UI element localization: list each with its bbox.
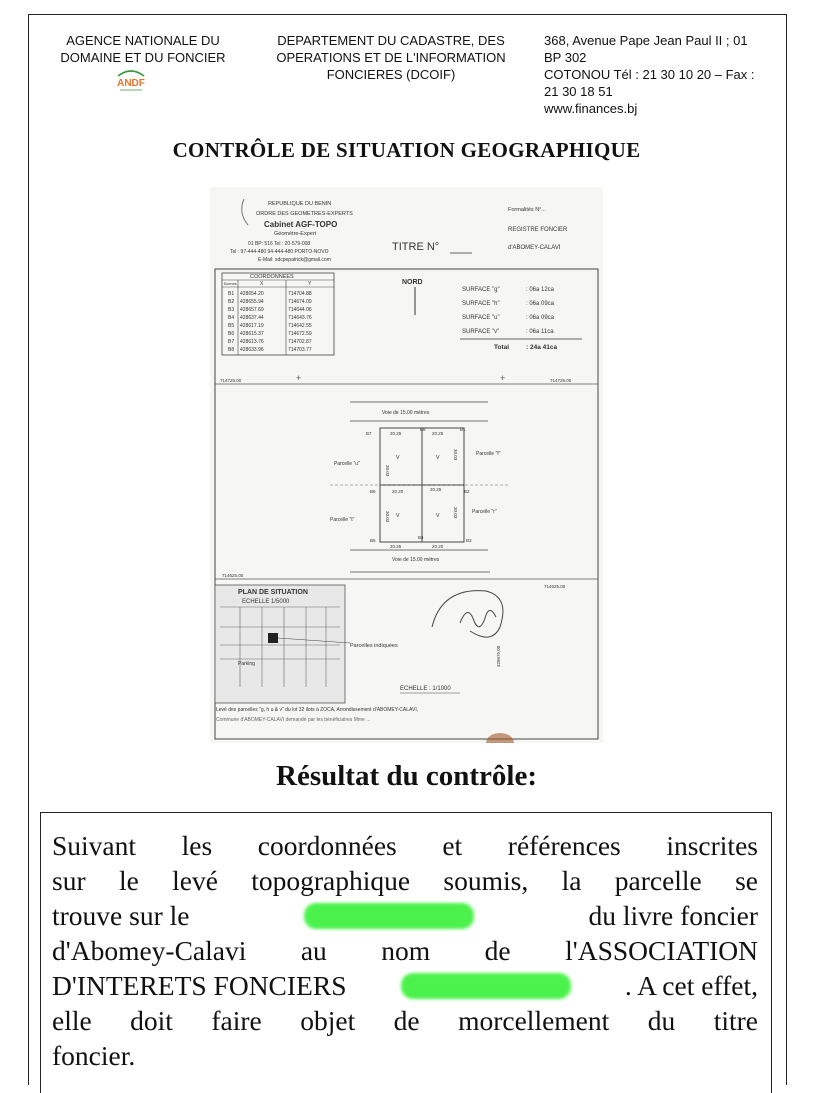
coord-cell: B8 — [228, 347, 235, 353]
point-label: B5 — [370, 538, 376, 543]
coord-cell: 428637.44 — [240, 315, 264, 321]
coord-cell: 428654.20 — [240, 291, 264, 297]
parcelles-indiquees-label: Parcelles indiquées — [350, 643, 398, 649]
plan-titre: TITRE N° — [392, 241, 440, 253]
grid-label: 714625.00 — [544, 584, 566, 589]
coord-cell: 428633.96 — [240, 347, 264, 353]
plan-ordre: ORDRE DES GEOMETRES-EXPERTS — [256, 211, 353, 217]
coord-cell: 428657.69 — [240, 307, 264, 313]
point-label: B7 — [366, 431, 372, 436]
dimension-label: 20.25 — [430, 487, 442, 492]
result-title: Résultat du contrôle: — [276, 760, 537, 792]
coord-cell: B3 — [228, 307, 235, 313]
parcel-label: Parcelle "u" — [334, 461, 360, 467]
plan-abomey: d'ABOMEY-CALAVI — [508, 245, 561, 251]
svg-text:v: v — [396, 454, 400, 461]
grid-label: 714625.00 — [222, 573, 244, 578]
svg-text:+: + — [500, 373, 506, 383]
parcel-label: Parcelle "t" — [330, 517, 355, 523]
coord-cell: 428615.37 — [240, 331, 264, 337]
coord-cell: B7 — [228, 339, 235, 345]
result-line-part: trouve sur le — [52, 900, 190, 931]
result-line-part: D'INTERETS FONCIERS — [52, 970, 347, 1001]
redacted-association-name — [401, 973, 571, 999]
point-label: B3 — [466, 538, 472, 543]
svg-text:v: v — [396, 512, 400, 519]
dimension-label: 30.03 — [385, 465, 390, 477]
surface-value: : 06a 11ca — [526, 329, 554, 335]
coord-cell: 714672.59 — [288, 331, 312, 337]
situation-map — [215, 585, 350, 703]
dimension-label: 20.25 — [390, 431, 402, 436]
result-line: elle doit faire objet de morcellement du titre — [52, 1005, 758, 1036]
parking-label: Parking — [238, 661, 255, 667]
coord-col-bornes: Bornes — [224, 281, 237, 286]
document-title: CONTRÔLE DE SITUATION GEOGRAPHIQUE — [172, 138, 641, 162]
point-label: B8 — [420, 427, 426, 432]
coord-title: COORDONNEES — [250, 274, 294, 280]
surface-label: SURFACE "h" — [462, 301, 500, 307]
road-label-top: Voie de 15.00 mètres — [382, 410, 430, 416]
coord-cell: 714702.87 — [288, 339, 312, 345]
coord-cell: 428655.94 — [240, 299, 264, 305]
result-line: d'Abomey-Calavi au nom de l'ASSOCIATION — [52, 935, 758, 966]
result-line: foncier. — [52, 1040, 136, 1071]
result-line-part: . A cet effet, — [624, 970, 758, 1001]
plan-registre: REGISTRE FONCIER — [508, 227, 568, 233]
svg-text:+: + — [296, 373, 302, 383]
dimension-label: 20.25 — [390, 544, 402, 549]
svg-text:v: v — [436, 512, 440, 519]
road-label-bottom: Voie de 15.00 mètres — [392, 557, 440, 563]
plan-scale: ECHELLE : 1/1000 — [400, 686, 451, 692]
svg-text:ANDF: ANDF — [117, 78, 145, 89]
coord-cell: 428617.19 — [240, 323, 264, 329]
surface-value: : 06a 09ca — [526, 301, 555, 307]
plan-geometre: Géomètre-Expert — [274, 231, 317, 237]
result-line-part: du livre foncier — [588, 900, 758, 931]
surface-label: SURFACE "v" — [462, 329, 500, 335]
surface-total-value: : 24a 41ca — [526, 344, 558, 351]
dimension-label: 20.20 — [432, 544, 444, 549]
plan-footer-2: Commune d'ABOMEY-CALAVI demandé par les bénéficiaires Mme ... — [216, 717, 371, 723]
result-line: Suivant les coordonnées et références inscrites — [52, 830, 758, 861]
redacted-title-number — [304, 903, 474, 929]
result-line: sur le levé topographique soumis, la parcelle se — [52, 865, 758, 896]
grid-label: 714725.00 — [550, 378, 572, 383]
surface-label: SURFACE "g" — [462, 287, 500, 293]
plan-cabinet: Cabinet AGF-TOPO — [264, 220, 338, 229]
coord-cell: 428613.76 — [240, 339, 264, 345]
parcel-label: Parcelle "r" — [472, 509, 497, 515]
surface-total-label: Total — [494, 344, 510, 351]
coord-cell: 714643.76 — [288, 315, 312, 321]
grid-label: 428675.00 — [496, 645, 501, 667]
plan-email: E-Mail: sdcpepatrick@gmail.com — [258, 257, 331, 263]
svg-text:v: v — [436, 454, 440, 461]
coord-cell: B1 — [228, 291, 235, 297]
coord-cell: B6 — [228, 331, 235, 337]
plan-republic: REPUBLIQUE DU BENIN — [268, 201, 332, 207]
coord-cell: B4 — [228, 315, 235, 321]
point-label: B2 — [464, 489, 470, 494]
coord-cell: 714642.55 — [288, 323, 312, 329]
result-line — [52, 898, 758, 933]
dimension-label: 30.03 — [385, 511, 390, 523]
plan-footer-1: Levé des parcelles "g, h u & v" du lot 32 ilots à ZOCA, Arrondissement d'ABOMEY-CALAVI, — [216, 707, 419, 713]
topographic-plan-image — [210, 187, 603, 743]
surface-value: : 06a 12ca — [526, 287, 555, 293]
plan-bp: 01 BP: 516 Tel : 20-579-008 — [248, 241, 311, 247]
coord-cell: B2 — [228, 299, 235, 305]
dimension-label: 30.03 — [453, 507, 458, 519]
plan-tel: Tel : 97-444-480 94-444-480 PORTO-NOVO — [230, 249, 329, 255]
coord-cell: 714704.88 — [288, 291, 312, 297]
coord-cell: 714703.77 — [288, 347, 312, 353]
coord-cell: 714644.06 — [288, 307, 312, 313]
point-label: B1 — [460, 427, 466, 432]
dimension-label: 30.03 — [453, 449, 458, 461]
plan-formalites: Formalités N°... — [508, 207, 546, 213]
dimension-label: 20.25 — [432, 431, 444, 436]
surface-label: SURFACE "u" — [462, 315, 500, 321]
result-text — [52, 828, 758, 1073]
parcel-label: Parcelle "f" — [476, 451, 501, 457]
point-label: B4 — [418, 535, 424, 540]
situation-scale: ECHELLE 1/5000 — [242, 599, 290, 605]
grid-label: 714725.00 — [220, 378, 242, 383]
situation-title: PLAN DE SITUATION — [238, 589, 308, 596]
coord-col-y: Y — [308, 281, 312, 287]
plan-north: NORD — [402, 279, 423, 286]
department-name: DEPARTEMENT DU CADASTRE, DES OPERATIONS ET DE L'INFORMATION FONCIERES (DCOIF) — [276, 33, 506, 82]
result-line — [52, 968, 758, 1003]
coord-cell: 714674.09 — [288, 299, 312, 305]
dimension-label: 20.20 — [392, 489, 404, 494]
surface-value: : 06a 09ca — [526, 315, 555, 321]
coord-cell: B5 — [228, 323, 235, 329]
agency-name: AGENCE NATIONALE DU DOMAINE ET DU FONCIER — [60, 33, 226, 65]
point-label: B6 — [370, 489, 376, 494]
address-block: 368, Avenue Pape Jean Paul II ; 01 BP 302 COTONOU Tél : 21 30 10 20 – Fax : 21 30 18 51 www.finances.bj — [544, 33, 755, 116]
coord-col-x: X — [260, 281, 264, 287]
andf-logo — [114, 68, 148, 94]
